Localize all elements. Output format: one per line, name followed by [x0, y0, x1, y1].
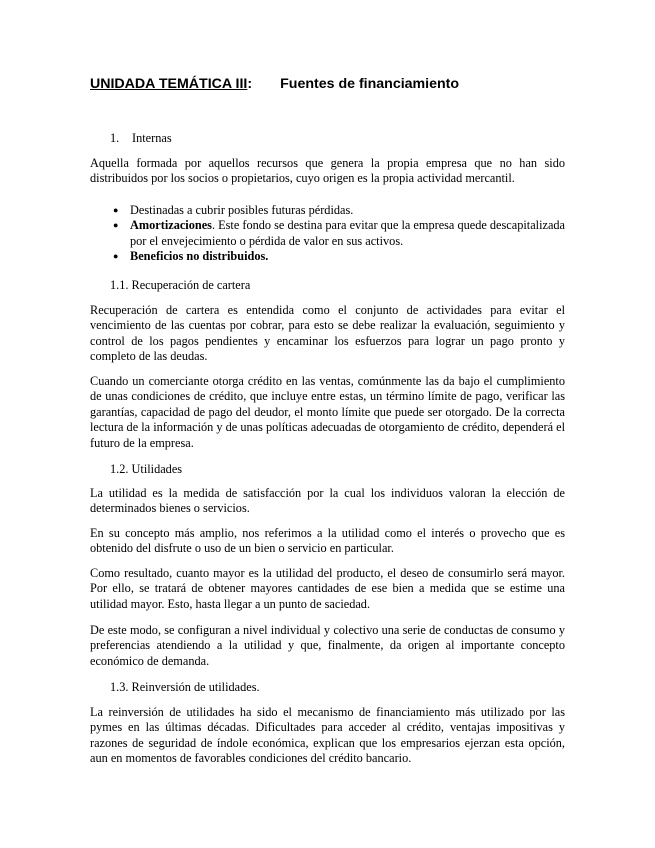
bullet-icon: ● [113, 251, 119, 262]
paragraph-utilidades-4: De este modo, se configuran a nivel individual y colectivo una serie de conductas de consumo y preferencias atendiendo a la utilidad y que, finalmente, da origen al importante concepto económico de demanda. [90, 623, 565, 668]
unit-label: UNIDADA TEMÁTICA III [90, 76, 248, 92]
bullet-bold: Beneficios no distribuidos. [130, 249, 269, 264]
bullet-bold: Amortizaciones [130, 218, 212, 233]
subsection-heading-recuperacion: 1.1. Recuperación de cartera [110, 278, 251, 292]
list-item [90, 203, 565, 218]
paragraph-reinversion: La reinversión de utilidades ha sido el mecanismo de financiamiento más utilizado por las pymes en las últimas décadas. Dificultades para acceder al crédito, ventajas impositivas y razones de seguridad de índole económica, explican que los empresarios ejerzan esta opción, aun en momentos de favorables condiciones del crédito bancario. [90, 705, 565, 766]
list-item [90, 218, 565, 249]
section-number: 1. [110, 131, 120, 145]
paragraph-utilidades-1: La utilidad es la medida de satisfacción por la cual los individuos valoran la elección de determinados bienes o servicios. [90, 486, 565, 516]
section-title: Internas [132, 131, 172, 145]
paragraph-internas: Aquella formada por aquellos recursos que genera la propia empresa que no han sido distribuidos por los socios o propietarios, cuyo origen es la propia actividad mercantil. [90, 156, 565, 186]
bullet-text: Destinadas a cubrir posibles futuras pérdidas. [130, 203, 354, 217]
unit-title: Fuentes de financiamiento [280, 76, 460, 92]
paragraph-utilidades-2: En su concepto más amplio, nos referimos a la utilidad como el interés o provecho que es obtenido del disfrute o uso de un bien o servicio en particular. [90, 526, 565, 556]
page-title [90, 76, 565, 92]
paragraph-utilidades-3: Como resultado, cuanto mayor es la utilidad del producto, el deseo de consumirlo será mayor. Por ello, se tratará de obtener mayores cantidades de ese bien a medida que se estime una utilidad mayor. Esto, hasta llegar a un punto de saciedad. [90, 566, 565, 611]
paragraph-recuperacion-1: Recuperación de cartera es entendida como el conjunto de actividades para evitar el vencimiento de las cuentas por cobrar, para esto se debe realizar la evaluación, seguimiento y control de los pagos pendientes y encaminar los esfuerzos para lograr un pago pronto y completo de las deudas. [90, 303, 565, 364]
subsection-heading-reinversion: 1.3. Reinversión de utilidades. [110, 680, 260, 694]
section-heading-internas [110, 131, 172, 146]
bullet-icon: ● [113, 205, 119, 215]
subsection-heading-utilidades: 1.2. Utilidades [110, 462, 183, 476]
list-item [90, 249, 565, 264]
title-colon: : [247, 76, 253, 92]
bullet-list [90, 203, 565, 265]
paragraph-recuperacion-2: Cuando un comerciante otorga crédito en las ventas, comúnmente las da bajo el cumplimiento de unas condiciones de crédito, que incluye entre estas, un término límite de pago, verificar las garantías, capacidad de pago del deudor, el monto límite que puede ser otorgado. De la correcta lectura de la información y de unas políticas adecuadas de otorgamiento de crédito, dependerá el futuro de la empresa. [90, 374, 565, 450]
bullet-icon: ● [113, 220, 119, 231]
bullet-text: . Este fondo se destina para evitar que la empresa quede descapitalizada por el envejecimiento o pérdida de valor en sus activos. [130, 218, 566, 248]
